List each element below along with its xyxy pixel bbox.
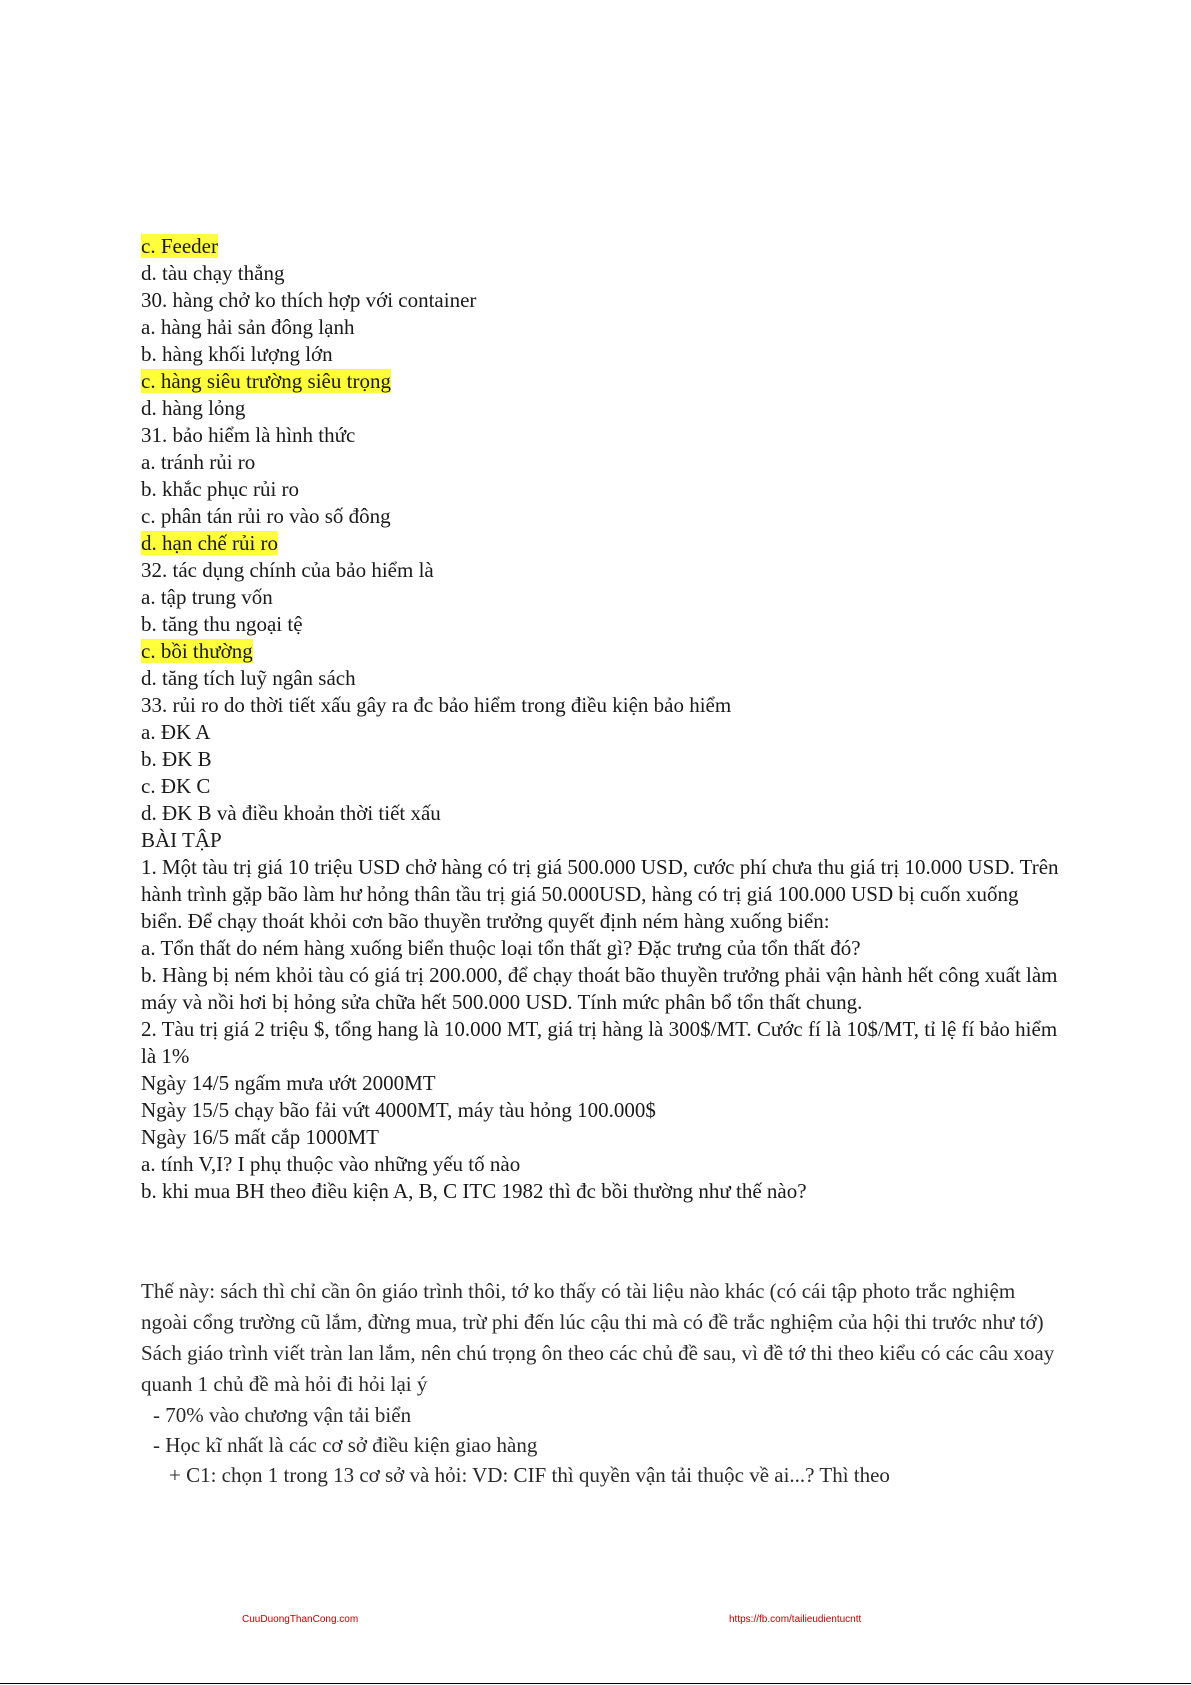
- exercise-line: a. tính V,I? I phụ thuộc vào những yếu tố nào: [141, 1152, 521, 1176]
- question-line: 33. rủi ro do thời tiết xấu gây ra đc bảo hiểm trong điều kiện bảo hiểm: [141, 693, 732, 717]
- exercise-line: a. Tổn thất do ném hàng xuống biển thuộc loại tổn thất gì? Đặc trưng của tổn thất đó?: [141, 936, 861, 960]
- highlighted-answer: c. hàng siêu trường siêu trọng: [141, 369, 391, 393]
- footer-fb-link[interactable]: https://fb.com/tailieudientucntt: [729, 1614, 862, 1625]
- answer-line: b. hàng khối lượng lớn: [141, 342, 333, 366]
- answer-line: b. tăng thu ngoại tệ: [141, 612, 303, 636]
- notes-paragraph: Thế này: sách thì chỉ cần ôn giáo trình thôi, tớ ko thấy có tài liệu nào khác (có cái tập photo trắc nghiệm ngoài cổng trường cũ lắm, đừng mua, trừ phi đến lúc cậu thi mà có đề trắc nghiệm của hội thi trước như tớ) Sách giáo trình viết tràn lan lắm, nên chú trọng ôn theo các chủ đề sau, vì đề tớ thi theo kiểu có các câu xoay quanh 1 chủ đề mà hỏi đi hỏi lại ý: [141, 1279, 1055, 1396]
- answer-line: a. tránh rủi ro: [141, 450, 256, 474]
- answer-line: a. ĐK A: [141, 720, 211, 744]
- answer-line: [141, 233, 1061, 260]
- exercise-paragraph: 2. Tàu trị giá 2 triệu $, tổng hang là 10.000 MT, giá trị hàng là 300$/MT. Cước fí là 10$/MT, tỉ lệ fí bảo hiểm là 1%: [141, 1017, 1058, 1068]
- answer-line: [141, 638, 1061, 665]
- question-line: 31. bảo hiểm là hình thức: [141, 423, 356, 447]
- question-line: 30. hàng chở ko thích hợp với container: [141, 288, 477, 312]
- exercise-line: Ngày 15/5 chạy bão fải vứt 4000MT, máy tàu hỏng 100.000$: [141, 1098, 656, 1122]
- exercise-paragraph: b. Hàng bị ném khỏi tàu có giá trị 200.000, để chạy thoát bão thuyền trưởng phải vận hành hết công xuất làm máy và nồi hơi bị hỏng sửa chữa hết 500.000 USD. Tính mức phân bổ tổn thất chung.: [141, 963, 1058, 1014]
- answer-line: [141, 368, 1061, 395]
- highlighted-answer: c. Feeder: [141, 234, 218, 258]
- answer-line: c. ĐK C: [141, 774, 211, 798]
- exercise-paragraph: 1. Một tàu trị giá 10 triệu USD chở hàng có trị giá 500.000 USD, cước phí chưa thu giá trị 10.000 USD. Trên hành trình gặp bão làm hư hỏng thân tầu trị giá 50.000USD, hàng có trị giá 100.000 USD bị cuốn xuống biển. Để chạy thoát khỏi cơn bão thuyền trưởng quyết định ném hàng xuống biển:: [141, 855, 1059, 933]
- answer-line: b. ĐK B: [141, 747, 212, 771]
- answer-line: [141, 530, 1061, 557]
- section-heading: BÀI TẬP: [141, 828, 222, 852]
- notes-bullet: - 70% vào chương vận tải biển: [153, 1403, 412, 1427]
- answer-line: d. ĐK B và điều khoản thời tiết xấu: [141, 801, 441, 825]
- answer-line: c. phân tán rủi ro vào số đông: [141, 504, 391, 528]
- footer-site-link[interactable]: CuuDuongThanCong.com: [242, 1614, 359, 1625]
- answer-line: b. khắc phục rủi ro: [141, 477, 300, 501]
- exercise-line: Ngày 16/5 mất cắp 1000MT: [141, 1125, 379, 1149]
- notes-bullet: - Học kĩ nhất là các cơ sở điều kiện giao hàng: [153, 1433, 538, 1457]
- exercise-line: Ngày 14/5 ngấm mưa ướt 2000MT: [141, 1071, 436, 1095]
- answer-line: a. hàng hải sản đông lạnh: [141, 315, 355, 339]
- answer-line: d. hàng lỏng: [141, 396, 246, 420]
- question-line: 32. tác dụng chính của bảo hiểm là: [141, 558, 434, 582]
- answer-line: a. tập trung vốn: [141, 585, 273, 609]
- exercise-line: b. khi mua BH theo điều kiện A, B, C ITC 1982 thì đc bồi thường như thế nào?: [141, 1179, 807, 1203]
- answer-line: d. tăng tích luỹ ngân sách: [141, 666, 356, 690]
- highlighted-answer: d. hạn chế rủi ro: [141, 531, 279, 555]
- page-bottom-rule: [0, 1683, 1191, 1684]
- highlighted-answer: c. bồi thường: [141, 639, 253, 663]
- study-notes: [141, 1276, 1061, 1491]
- answer-line: d. tàu chạy thẳng: [141, 261, 285, 285]
- notes-sub-item: + C1: chọn 1 trong 13 cơ sở và hỏi: VD: CIF thì quyền vận tải thuộc về ai...? Thì theo: [169, 1463, 890, 1487]
- question-list: [141, 233, 1061, 1205]
